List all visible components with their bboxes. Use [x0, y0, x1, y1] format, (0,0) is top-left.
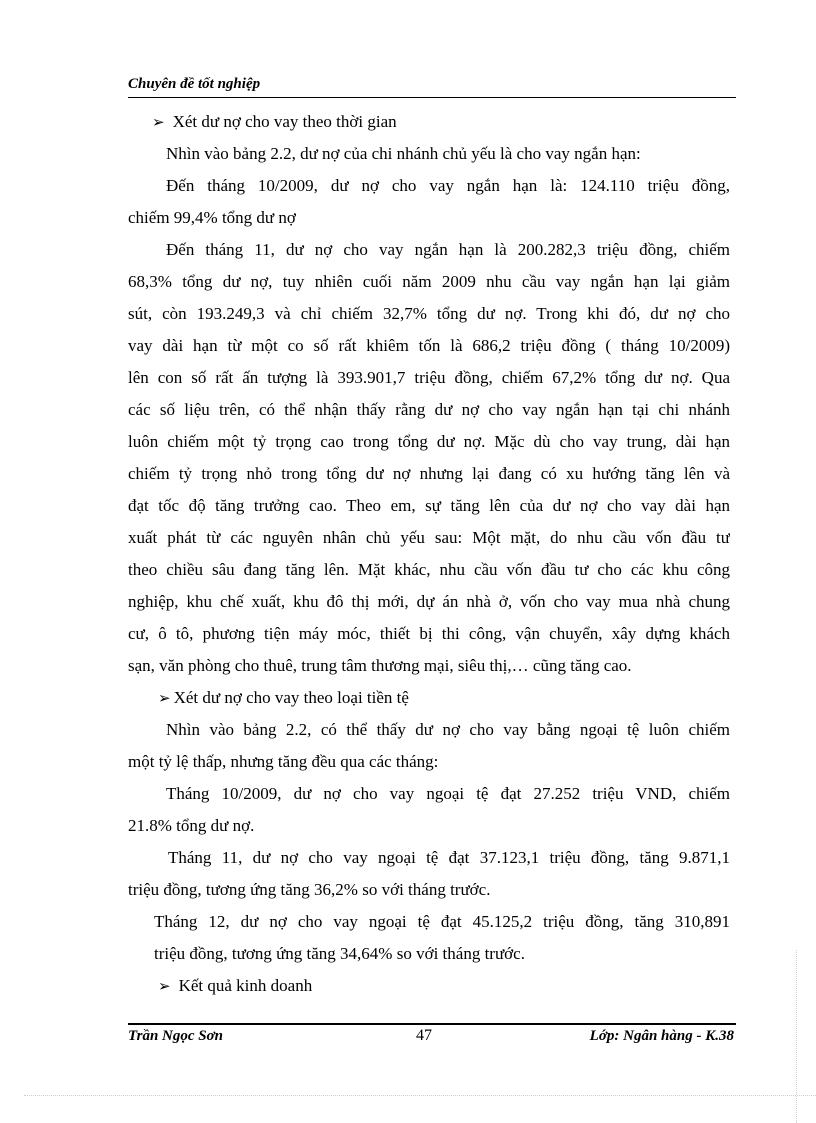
- section-heading-currency: ➢ Xét dư nợ cho vay theo loại tiền tệ: [128, 682, 730, 714]
- paragraph-line: Tháng 10/2009, dư nợ cho vay ngoại tệ đạt 27.252 triệu VND, chiếm: [166, 784, 730, 803]
- paragraph-line: triệu đồng, tương ứng tăng 36,2% so với tháng trước.: [128, 880, 491, 899]
- paragraph-line: luôn chiếm một tỷ trọng cao trong tổng dư nợ. Mặc dù cho vay trung, dài hạn: [128, 432, 730, 451]
- paragraph-line: Nhìn vào bảng 2.2, dư nợ của chi nhánh chủ yếu là cho vay ngắn hạn:: [166, 144, 641, 163]
- page-edge-dotted-line: [796, 950, 797, 1123]
- section-heading-time: ➢ Xét dư nợ cho vay theo thời gian: [128, 106, 730, 138]
- paragraph-line: Đến tháng 10/2009, dư nợ cho vay ngắn hạn là: 124.110 triệu đồng,: [166, 176, 730, 195]
- paragraph-line: cư, ô tô, phương tiện máy móc, thiết bị thi công, vận chuyển, xây dựng khách: [128, 624, 730, 643]
- page-number: 47: [416, 1027, 432, 1044]
- body-content: [128, 106, 730, 1002]
- paragraph-line: Tháng 12, dư nợ cho vay ngoại tệ đạt 45.125,2 triệu đồng, tăng 310,891: [154, 912, 730, 931]
- paragraph-line: triệu đồng, tương ứng tăng 34,64% so với tháng trước.: [154, 944, 525, 963]
- paragraph-line: vay dài hạn từ một co số rất khiêm tốn là 686,2 triệu đồng ( tháng 10/2009): [128, 336, 730, 355]
- paragraph-line: sạn, văn phòng cho thuê, trung tâm thương mại, siêu thị,… cũng tăng cao.: [128, 656, 632, 675]
- paragraph-line: các số liệu trên, có thể nhận thấy rằng dư nợ cho vay ngắn hạn tại chi nhánh: [128, 400, 730, 419]
- paragraph-line: chiếm tỷ trọng nhỏ trong tổng dư nợ nhưng lại đang có xu hướng tăng lên và: [128, 464, 730, 483]
- paragraph-line: Nhìn vào bảng 2.2, có thể thấy dư nợ cho vay bằng ngoại tệ luôn chiếm: [166, 720, 730, 739]
- section-heading-results: ➢ Kết quả kinh doanh: [128, 970, 730, 1002]
- paragraph-line: lên con số rất ấn tượng là 393.901,7 triệu đồng, chiếm 67,2% tổng dư nợ. Qua: [128, 368, 730, 387]
- header-title: Chuyên đề tốt nghiệp: [128, 76, 261, 92]
- page-edge-dotted-line: [24, 1095, 816, 1096]
- paragraph-line: chiếm 99,4% tổng dư nợ: [128, 208, 296, 227]
- arrow-bullet-icon: ➢: [152, 115, 165, 131]
- arrow-bullet-icon: ➢: [158, 979, 171, 995]
- paragraph-line: Tháng 11, dư nợ cho vay ngoại tệ đạt 37.123,1 triệu đồng, tăng 9.871,1: [168, 848, 730, 867]
- paragraph-line: xuất phát từ các nguyên nhân chủ yếu sau: Một mặt, do nhu cầu vốn đầu tư: [128, 528, 730, 547]
- paragraph-line: một tỷ lệ thấp, nhưng tăng đều qua các tháng:: [128, 752, 439, 771]
- paragraph-line: sút, còn 193.249,3 và chỉ chiếm 32,7% tổng dư nợ. Trong khi đó, dư nợ cho: [128, 304, 730, 323]
- paragraph-line: đạt tốc độ tăng trưởng cao. Theo em, sự tăng lên của dư nợ cho vay dài hạn: [128, 496, 730, 515]
- footer-author: Trần Ngọc Sơn: [128, 1028, 224, 1044]
- paragraph-line: 21.8% tổng dư nợ.: [128, 816, 255, 835]
- paragraph-line: Đến tháng 11, dư nợ cho vay ngắn hạn là 200.282,3 triệu đồng, chiếm: [166, 240, 730, 259]
- footer-rule: [128, 1023, 736, 1025]
- arrow-bullet-icon: ➢: [158, 691, 171, 707]
- footer-class: Lớp: Ngân hàng - K.38: [589, 1028, 734, 1044]
- paragraph-line: 68,3% tổng dư nợ, tuy nhiên cuối năm 2009 nhu cầu vay ngắn hạn lại giảm: [128, 272, 730, 291]
- header-rule: [128, 97, 736, 98]
- paragraph-line: theo chiều sâu đang tăng lên. Mặt khác, nhu cầu vốn đầu tư cho các khu công: [128, 560, 730, 579]
- paragraph-line: nghiệp, khu chế xuất, khu đô thị mới, dự án nhà ở, vốn cho vay mua nhà chung: [128, 592, 730, 611]
